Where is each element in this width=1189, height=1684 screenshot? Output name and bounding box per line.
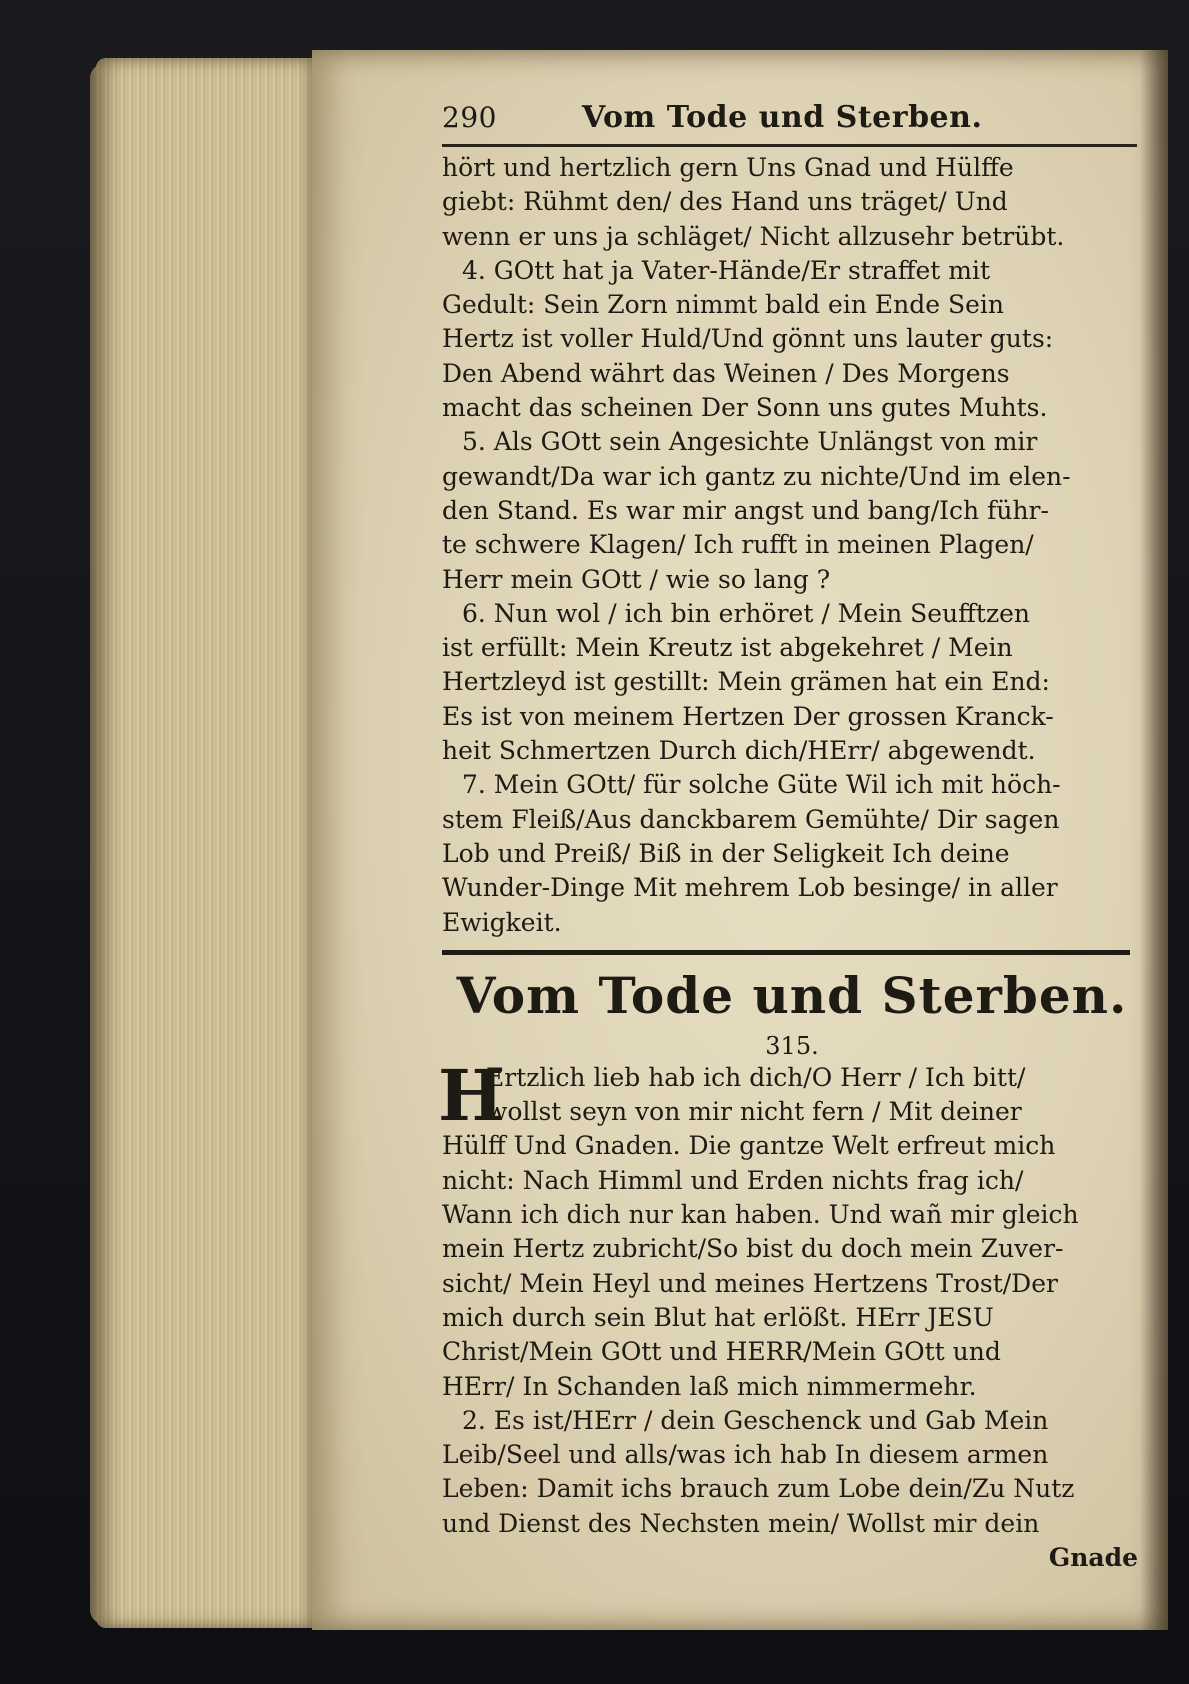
text-line: Christ/Mein GOtt und HERR/Mein GOtt und — [442, 1337, 1001, 1367]
running-head — [442, 100, 1142, 144]
text-line: Herr mein GOtt / wie so lang ? — [442, 564, 831, 594]
text-line: te schwere Klagen/ Ich rufft in meinen Plagen/ — [442, 530, 1034, 560]
text-line: mich durch sein Blut hat erlößt. HErr JESU — [442, 1302, 994, 1332]
text-line: Hertzleyd ist gestillt: Mein grämen hat ein End: — [442, 667, 1050, 697]
text-line: Den Abend währt das Weinen / Des Morgens — [442, 358, 1010, 388]
hymn-text — [438, 1053, 1142, 1575]
text-line: Ertzlich lieb hab ich dich/O Herr / Ich bitt/ — [486, 1062, 1026, 1092]
text-line: Wann ich dich nur kan haben. Und wañ mir gleich — [442, 1200, 1079, 1230]
verse-start-line: 7. Mein GOtt/ für solche Güte Wil ich mit höch- — [462, 770, 1061, 800]
text-line: den Stand. Es war mir angst und bang/Ich führ- — [442, 495, 1049, 525]
section-title: Vom Tode und Sterben. — [456, 965, 1128, 1025]
running-title: Vom Tode und Sterben. — [582, 100, 983, 135]
hymn-number: 315. — [765, 1031, 819, 1060]
hymn-continuation — [442, 151, 1142, 940]
verse-start-line: 4. GOtt hat ja Vater-Hände/Er straffet mit — [462, 255, 991, 285]
verse-start-line: 2. Es ist/HErr / dein Geschenck und Gab Mein — [462, 1405, 1049, 1435]
text-line: macht das scheinen Der Sonn uns gutes Muhts. — [442, 393, 1048, 423]
text-line: HErr/ In Schanden laß mich nimmermehr. — [442, 1371, 977, 1401]
text-line: ist erfüllt: Mein Kreutz ist abgekehret / Mein — [442, 633, 1013, 663]
text-line: Gedult: Sein Zorn nimmt bald ein Ende Sein — [442, 290, 1004, 320]
text-line: Leib/Seel und alls/was ich hab In diesem armen — [442, 1440, 1049, 1470]
text-line: sicht/ Mein Heyl und meines Hertzens Trost/Der — [442, 1268, 1058, 1298]
text-line: stem Fleiß/Aus danckbarem Gemühte/ Dir sagen — [442, 804, 1060, 834]
text-line: Leben: Damit ichs brauch zum Lobe dein/Zu Nutz — [442, 1474, 1075, 1504]
text-line: wollst seyn von mir nicht fern / Mit deiner — [486, 1097, 1022, 1127]
text-line: gewandt/Da war ich gantz zu nichte/Und im elen- — [442, 461, 1071, 491]
page-number: 290 — [442, 101, 497, 134]
text-line: hört und hertzlich gern Uns Gnad und Hülffe — [442, 153, 1014, 182]
text-line: heit Schmertzen Durch dich/HErr/ abgewendt. — [442, 736, 1036, 766]
text-line: Wunder-Dinge Mit mehrem Lob besinge/ in aller — [442, 873, 1058, 903]
text-line: wenn er uns ja schläget/ Nicht allzusehr betrübt. — [442, 221, 1065, 251]
catchword: Gnade — [1048, 1542, 1138, 1572]
text-line: giebt: Rühmt den/ des Hand uns träget/ Und — [442, 187, 1008, 217]
text-line: mein Hertz zubricht/So bist du doch mein Zuver- — [442, 1234, 1064, 1264]
text-line: Lob und Preiß/ Biß in der Seligkeit Ich deine — [442, 838, 1010, 868]
text-line: Ewigkeit. — [442, 907, 562, 937]
verse-start-line: 5. Als GOtt sein Angesichte Unlängst von mir — [462, 427, 1038, 457]
text-line: nicht: Nach Himml und Erden nichts frag ich/ — [442, 1165, 1024, 1195]
drop-cap: H — [438, 1053, 505, 1137]
page-text — [438, 100, 1142, 1575]
text-line: Es ist von meinem Hertzen Der grossen Kranck- — [442, 701, 1054, 731]
verse-start-line: 6. Nun wol / ich bin erhöret / Mein Seufftzen — [462, 598, 1031, 628]
page-gutter-shadow — [1140, 50, 1168, 1630]
text-line: Hülff Und Gnaden. Die gantze Welt erfreut mich — [442, 1131, 1056, 1161]
header-rule — [442, 144, 1137, 147]
section-rule — [442, 950, 1130, 955]
text-line: Hertz ist voller Huld/Und gönnt uns lauter guts: — [442, 324, 1054, 354]
text-line: und Dienst des Nechsten mein/ Wollst mir dein — [442, 1508, 1040, 1538]
page-edges — [96, 58, 312, 1628]
